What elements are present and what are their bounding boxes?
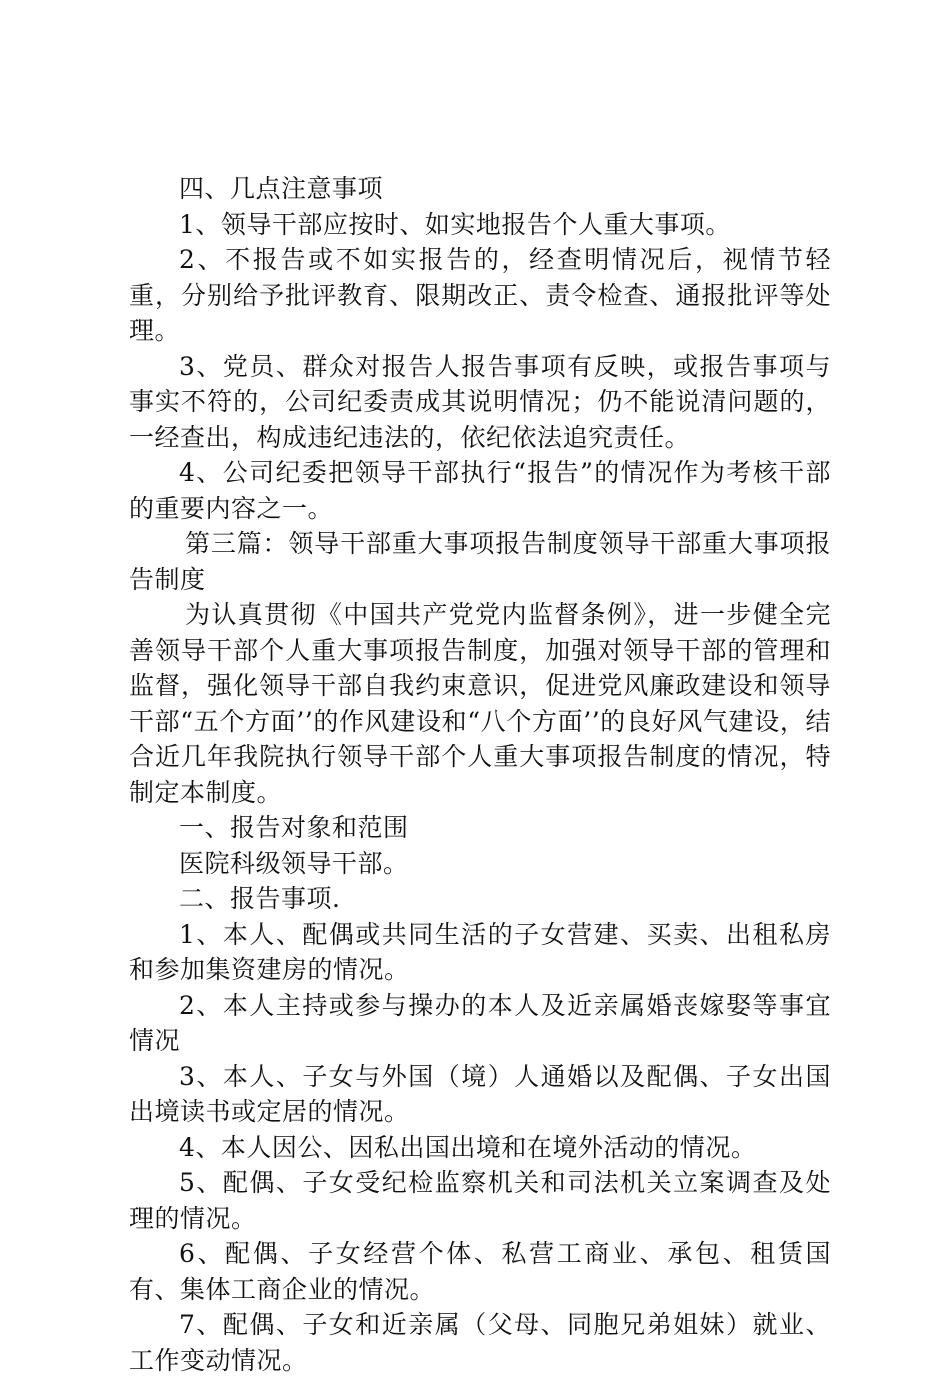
list-item: 4、本人因公、因私出国出境和在境外活动的情况。 <box>179 1132 757 1162</box>
paragraph: 3、党员、群众对报告人报告事项有反映，或报告事项与事实不符的，公司纪委责成其说明情况；仍不能说清问题的，一经查出，构成违纪违法的，依纪依法追究责任。 <box>129 351 831 452</box>
paragraph: 4、公司纪委把领导干部执行“报告”的情况作为考核干部的重要内容之一。 <box>129 458 831 523</box>
section-heading-items: 二、报告事项. <box>179 884 341 913</box>
chapter-title: 第三篇：领导干部重大事项报告制度领导干部重大事项报告制度 <box>129 529 831 594</box>
paragraph: 为认真贯彻《中国共产党党内监督条例》，进一步健全完善领导干部个人重大事项报告制度，加强对领导干部的管理和监督，强化领导干部自我约束意识，促进党风廉政建设和领导干部“五个方面’’的作风建设和“八个方面’’的良好风气建设，结合近几年我院执行领导干部个人重大事项报告制度的情况，特制定本制度。 <box>129 600 831 807</box>
list-item: 6、配偶、子女经营个体、私营工商业、承包、租赁国有、集体工商企业的情况。 <box>129 1239 831 1304</box>
paragraph: 2、不报告或不如实报告的，经查明情况后，视情节轻重，分别给予批评教育、限期改正、责令检查、通报批评等处理。 <box>129 245 831 345</box>
paragraph: 医院科级领导干部。 <box>179 848 409 878</box>
list-item: 7、配偶、子女和近亲属（父母、同胞兄弟姐妹）就业、工作变动情况。 <box>129 1310 831 1375</box>
list-item: 1、本人、配偶或共同生活的子女营建、买卖、出租私房和参加集资建房的情况。 <box>129 919 831 984</box>
section-heading-scope: 一、报告对象和范围 <box>179 813 409 842</box>
paragraph: 1、领导干部应按时、如实地报告个人重大事项。 <box>179 209 731 239</box>
list-item: 3、本人、子女与外国（境）人通婚以及配偶、子女出国出境读书或定居的情况。 <box>129 1061 831 1126</box>
list-item: 5、配偶、子女受纪检监察机关和司法机关立案调查及处理的情况。 <box>129 1168 831 1233</box>
list-item: 2、本人主持或参与操办的本人及近亲属婚丧嫁娶等事宜情况 <box>129 990 831 1055</box>
document-body <box>129 171 831 1378</box>
section-heading-notes: 四、几点注意事项 <box>179 174 384 203</box>
